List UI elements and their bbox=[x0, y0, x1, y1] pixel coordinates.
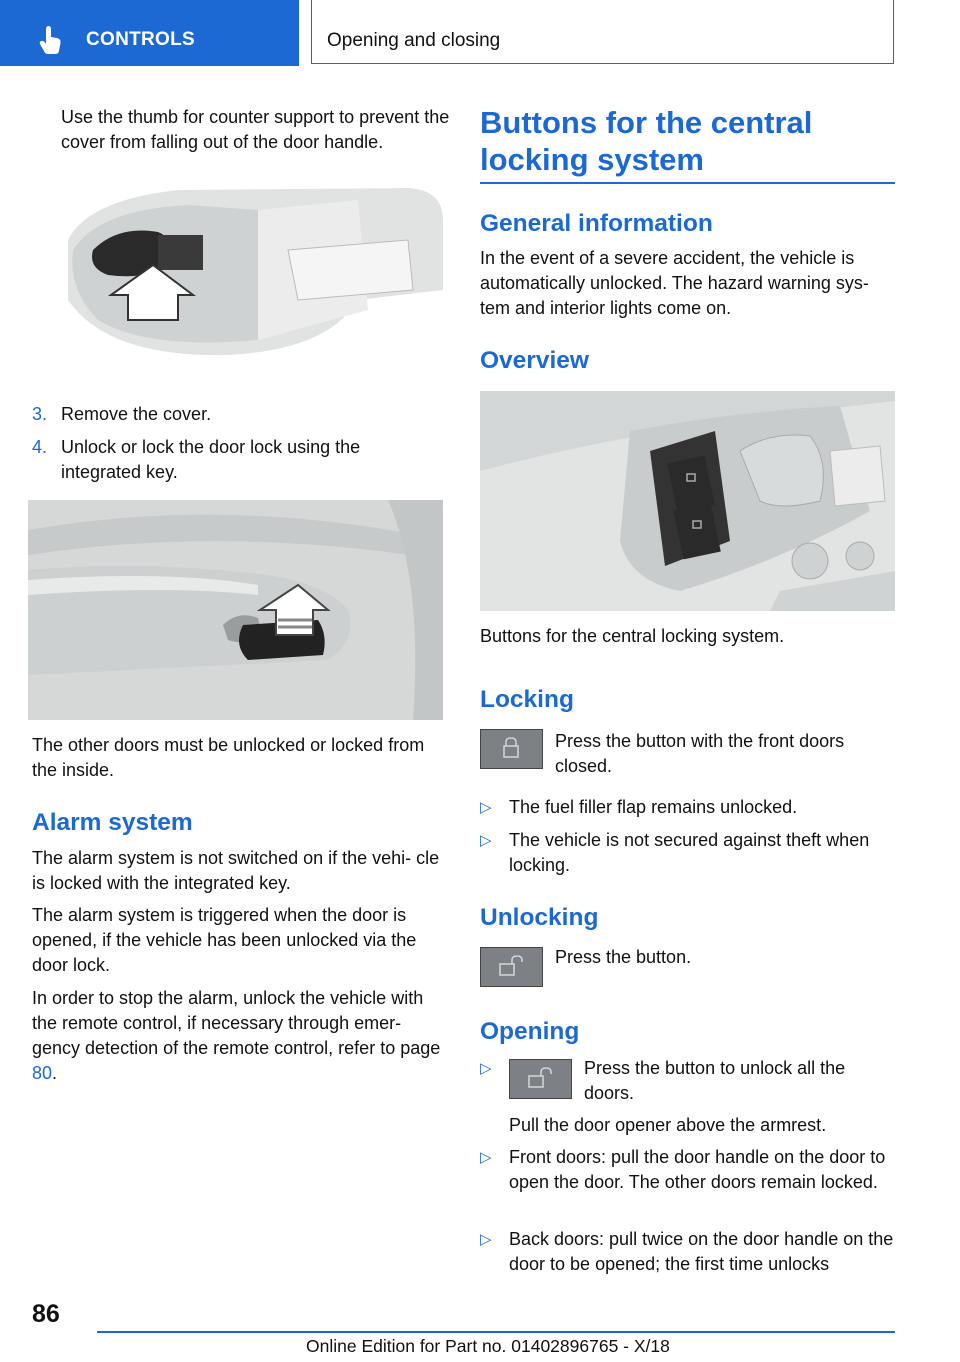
opening-bullet-1-text: Press the button to unlock all the doors. bbox=[584, 1058, 846, 1103]
door-handle-cover-photo bbox=[28, 180, 443, 360]
locking-heading: Locking bbox=[480, 686, 574, 713]
overview-caption: Buttons for the central locking system. bbox=[480, 626, 785, 646]
bullet-triangle-icon: ▷ bbox=[480, 1149, 492, 1166]
lock-button-image bbox=[480, 729, 543, 769]
unlock-icon bbox=[510, 1060, 570, 1097]
alarm-paragraph-2: The alarm system is triggered when the door is opened, if the vehicle has been unlocked via the door lock. bbox=[32, 905, 417, 975]
page-number: 86 bbox=[32, 1300, 60, 1328]
alarm-system-heading: Alarm system bbox=[32, 809, 193, 836]
step-number: 4. bbox=[32, 437, 48, 457]
lock-icon bbox=[481, 730, 541, 767]
unlock-all-button-image bbox=[509, 1059, 572, 1099]
alarm-paragraph-1: The alarm system is not switched on if the vehi‐ cle is locked with the integrated key. bbox=[32, 848, 440, 893]
opening-bullet-1-sub: Pull the door opener above the armrest. bbox=[509, 1115, 827, 1135]
alarm-paragraph-3-text: In order to stop the alarm, unlock the vehicle with the remote control, if necessary through emer‐ gency detection of the remote control, refer to page bbox=[32, 988, 441, 1058]
page-title: Buttons for the central locking system bbox=[480, 105, 813, 177]
section-label: CONTROLS bbox=[86, 29, 196, 50]
step-text: Unlock or lock the door lock using the integrated key. bbox=[61, 437, 361, 482]
alarm-paragraph-3 bbox=[32, 986, 452, 1086]
edition-text: Online Edition for Part no. 01402896765 - X/18 bbox=[306, 1336, 670, 1356]
section-tab[interactable] bbox=[0, 0, 299, 66]
opening-heading: Opening bbox=[480, 1018, 580, 1045]
step-number: 3. bbox=[32, 404, 48, 424]
central-locking-buttons-photo bbox=[480, 391, 895, 611]
pointing-hand-icon bbox=[38, 26, 64, 54]
other-doors-text: The other doors must be unlocked or locked from the inside. bbox=[32, 735, 425, 780]
unlocking-heading: Unlocking bbox=[480, 904, 599, 931]
chapter-header bbox=[311, 0, 894, 64]
bullet-triangle-icon: ▷ bbox=[480, 799, 492, 816]
unlock-button-image bbox=[480, 947, 543, 987]
period: . bbox=[52, 1063, 58, 1083]
unlocking-text: Press the button. bbox=[555, 947, 692, 967]
bullet-text: The vehicle is not secured against theft when locking. bbox=[509, 830, 870, 875]
bullet-triangle-icon: ▷ bbox=[480, 1231, 492, 1248]
intro-paragraph: Use the thumb for counter support to prevent the cover from falling out of the door handle. bbox=[61, 107, 450, 152]
page-80-link[interactable]: 80 bbox=[32, 1063, 53, 1083]
title-divider bbox=[480, 182, 895, 184]
bullet-triangle-icon: ▷ bbox=[480, 1060, 492, 1077]
general-information-text: In the event of a severe accident, the vehicle is automatically unlocked. The hazard warning sys‐ tem and interior lights come on. bbox=[480, 248, 869, 318]
overview-heading: Overview bbox=[480, 347, 589, 374]
key-in-lock-photo bbox=[28, 500, 443, 720]
general-information-heading: General information bbox=[480, 210, 713, 237]
bullet-text: The fuel filler flap remains unlocked. bbox=[509, 797, 798, 817]
bullet-triangle-icon: ▷ bbox=[480, 832, 492, 849]
unlock-icon bbox=[481, 948, 541, 985]
bullet-text: Back doors: pull twice on the door handle on the door to be opened; the first time unlocks bbox=[509, 1229, 894, 1274]
footer-divider bbox=[97, 1331, 895, 1333]
step-text: Remove the cover. bbox=[61, 404, 212, 424]
locking-text: Press the button with the front doors closed. bbox=[555, 731, 845, 776]
chapter-title: Opening and closing bbox=[327, 30, 501, 51]
bullet-text: Front doors: pull the door handle on the door to open the door. The other doors remain locked. bbox=[509, 1147, 886, 1192]
